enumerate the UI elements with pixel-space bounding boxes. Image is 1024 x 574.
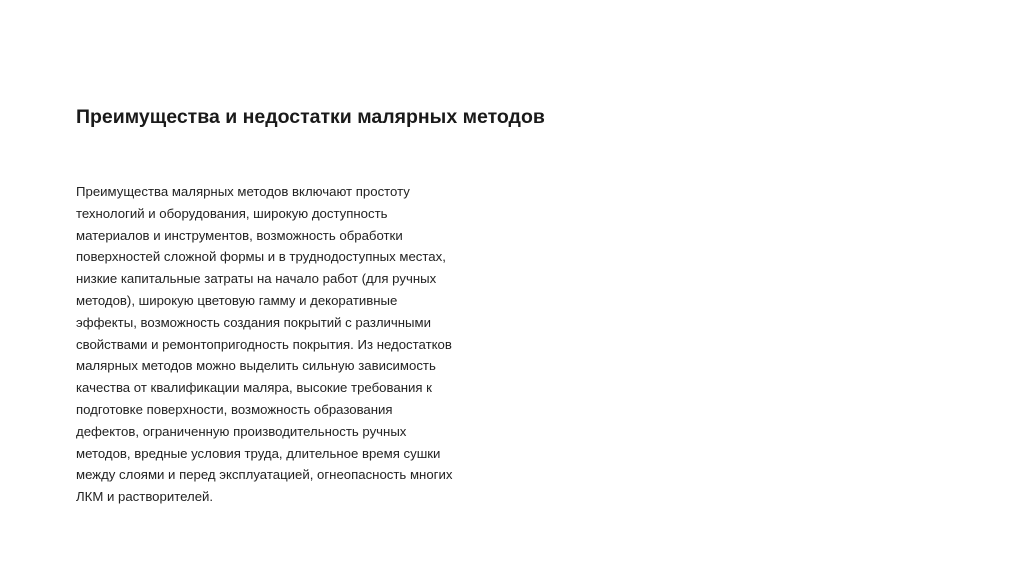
slide-title: Преимущества и недостатки малярных методов	[76, 106, 545, 128]
body-text-line: между слоями и перед эксплуатацией, огнеопасность многих	[76, 467, 453, 483]
body-text-line: низкие капитальные затраты на начало работ (для ручных	[76, 271, 437, 287]
body-text-line: методов, вредные условия труда, длительное время сушки	[76, 445, 441, 461]
body-text-line: эффекты, возможность создания покрытий с различными	[76, 314, 431, 330]
body-text-line: ЛКМ и растворителей.	[76, 489, 214, 505]
body-text-line: малярных методов можно выделить сильную зависимость	[76, 358, 436, 374]
body-text-line: качества от квалификации маляра, высокие требования к	[76, 380, 432, 396]
body-text-line: свойствами и ремонтопригодность покрытия. Из недостатков	[76, 336, 452, 352]
body-text-line: подготовке поверхности, возможность образования	[76, 401, 393, 417]
body-text-line: материалов и инструментов, возможность обработки	[76, 227, 403, 243]
body-text-line: поверхностей сложной формы и в труднодоступных местах,	[76, 249, 446, 265]
body-text-line: методов), широкую цветовую гамму и декоративные	[76, 292, 398, 308]
body-text-line: технологий и оборудования, широкую доступность	[76, 205, 388, 221]
slide-body-text	[76, 181, 516, 508]
body-text-line: Преимущества малярных методов включают простоту	[76, 184, 410, 199]
body-text-line: дефектов, ограниченную производительность ручных	[76, 423, 407, 439]
